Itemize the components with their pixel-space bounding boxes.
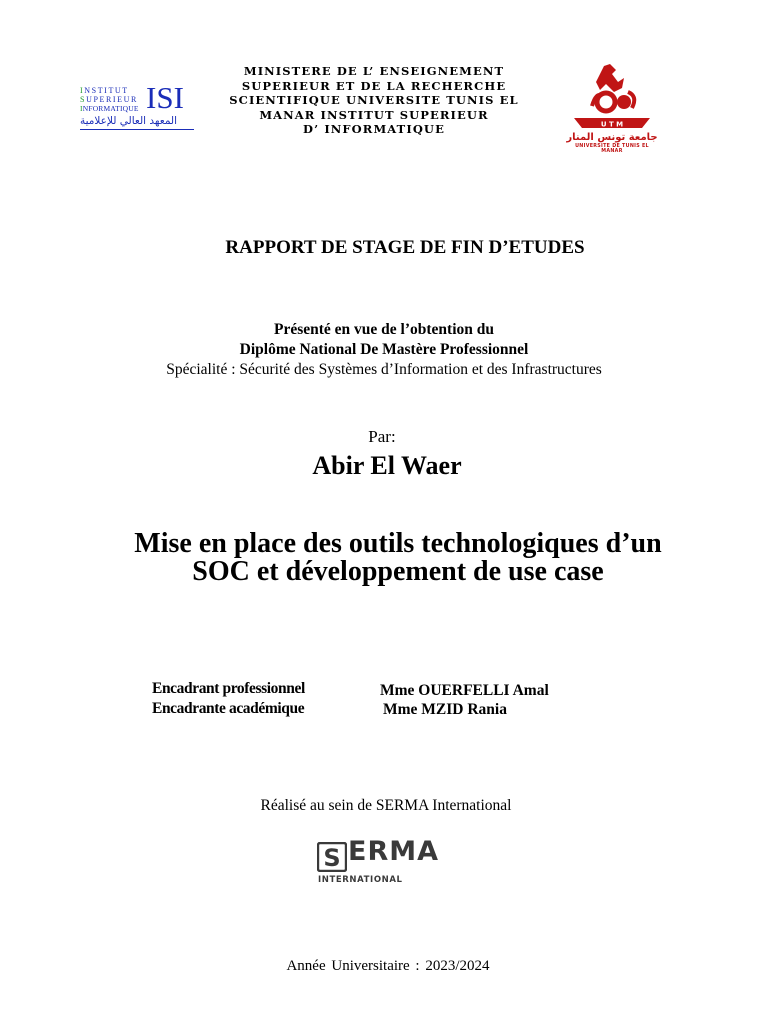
thesis-title-line1: Mise en place des outils technologiques d’un bbox=[134, 528, 662, 559]
ministry-line: SUPERIEUR ET DE LA RECHERCHE bbox=[241, 78, 507, 93]
thesis-title-line2: SOC et développement de use case bbox=[192, 556, 604, 587]
presented-line1: Présenté en vue de l’obtention du bbox=[273, 321, 494, 338]
thesis-title bbox=[0, 530, 768, 586]
diploma-name: Diplôme National De Mastère Professionnel bbox=[239, 341, 529, 358]
report-title: RAPPORT DE STAGE DE FIN D’ETUDES bbox=[225, 237, 585, 258]
serma-logo-sub: INTERNATIONAL bbox=[318, 875, 403, 885]
utm-emblem-icon bbox=[566, 62, 658, 144]
supervisor-role: Encadrante académique bbox=[152, 700, 305, 717]
supervisor-role: Encadrant professionnel bbox=[152, 680, 305, 697]
host-company-line: Réalisé au sein de SERMA International bbox=[260, 797, 512, 814]
isi-logo-line2: SUPERIEUR bbox=[80, 95, 138, 104]
isi-initial-letter: I bbox=[80, 104, 83, 113]
supervisor-name: Mme MZID Rania bbox=[383, 701, 507, 718]
presented-block bbox=[0, 320, 768, 380]
isi-initial-letter: S bbox=[80, 95, 87, 104]
supervisor-names bbox=[380, 681, 549, 719]
ministry-line: D’ INFORMATIQUE bbox=[303, 122, 445, 137]
isi-logo-underline bbox=[80, 129, 194, 130]
serma-s-icon bbox=[317, 842, 347, 872]
isi-initial-letter: I bbox=[80, 86, 85, 95]
par-label: Par: bbox=[368, 427, 396, 446]
serma-logo-letter: S bbox=[323, 844, 341, 872]
speciality: Spécialité : Sécurité des Systèmes d’Information et des Infrastructures bbox=[166, 361, 602, 378]
ministry-line: SCIENTIFIQUE UNIVERSITE TUNIS EL bbox=[229, 93, 519, 108]
isi-logo-arabic: المعهد العالي للإعلامية bbox=[80, 115, 178, 127]
isi-logo-line3: INFORMATIQUE bbox=[80, 104, 139, 113]
supervisor-roles bbox=[152, 679, 305, 719]
author-name: Abir El Waer bbox=[312, 451, 462, 480]
isi-logo bbox=[78, 80, 196, 132]
isi-logo-initials: ISI bbox=[146, 80, 184, 115]
isi-logo-line1: INSTITUT bbox=[80, 86, 129, 95]
utm-logo-arabic: جامعة تونس المنار bbox=[566, 132, 658, 143]
academic-year: Année Universitaire : 2023/2024 bbox=[286, 958, 490, 974]
serma-logo-word: ERMA bbox=[348, 836, 439, 867]
supervisor-name: Mme OUERFELLI Amal bbox=[380, 682, 549, 699]
utm-logo-letters: U T M bbox=[600, 120, 624, 129]
ministry-line: MINISTERE DE L’ ENSEIGNEMENT bbox=[243, 64, 505, 78]
ministry-heading bbox=[214, 64, 534, 137]
ministry-line: MANAR INSTITUT SUPERIEUR bbox=[259, 107, 489, 122]
utm-logo-caption: UNIVERSITE DE TUNIS EL MANAR bbox=[575, 144, 649, 154]
utm-logo bbox=[566, 62, 658, 158]
serma-logo bbox=[316, 836, 456, 886]
